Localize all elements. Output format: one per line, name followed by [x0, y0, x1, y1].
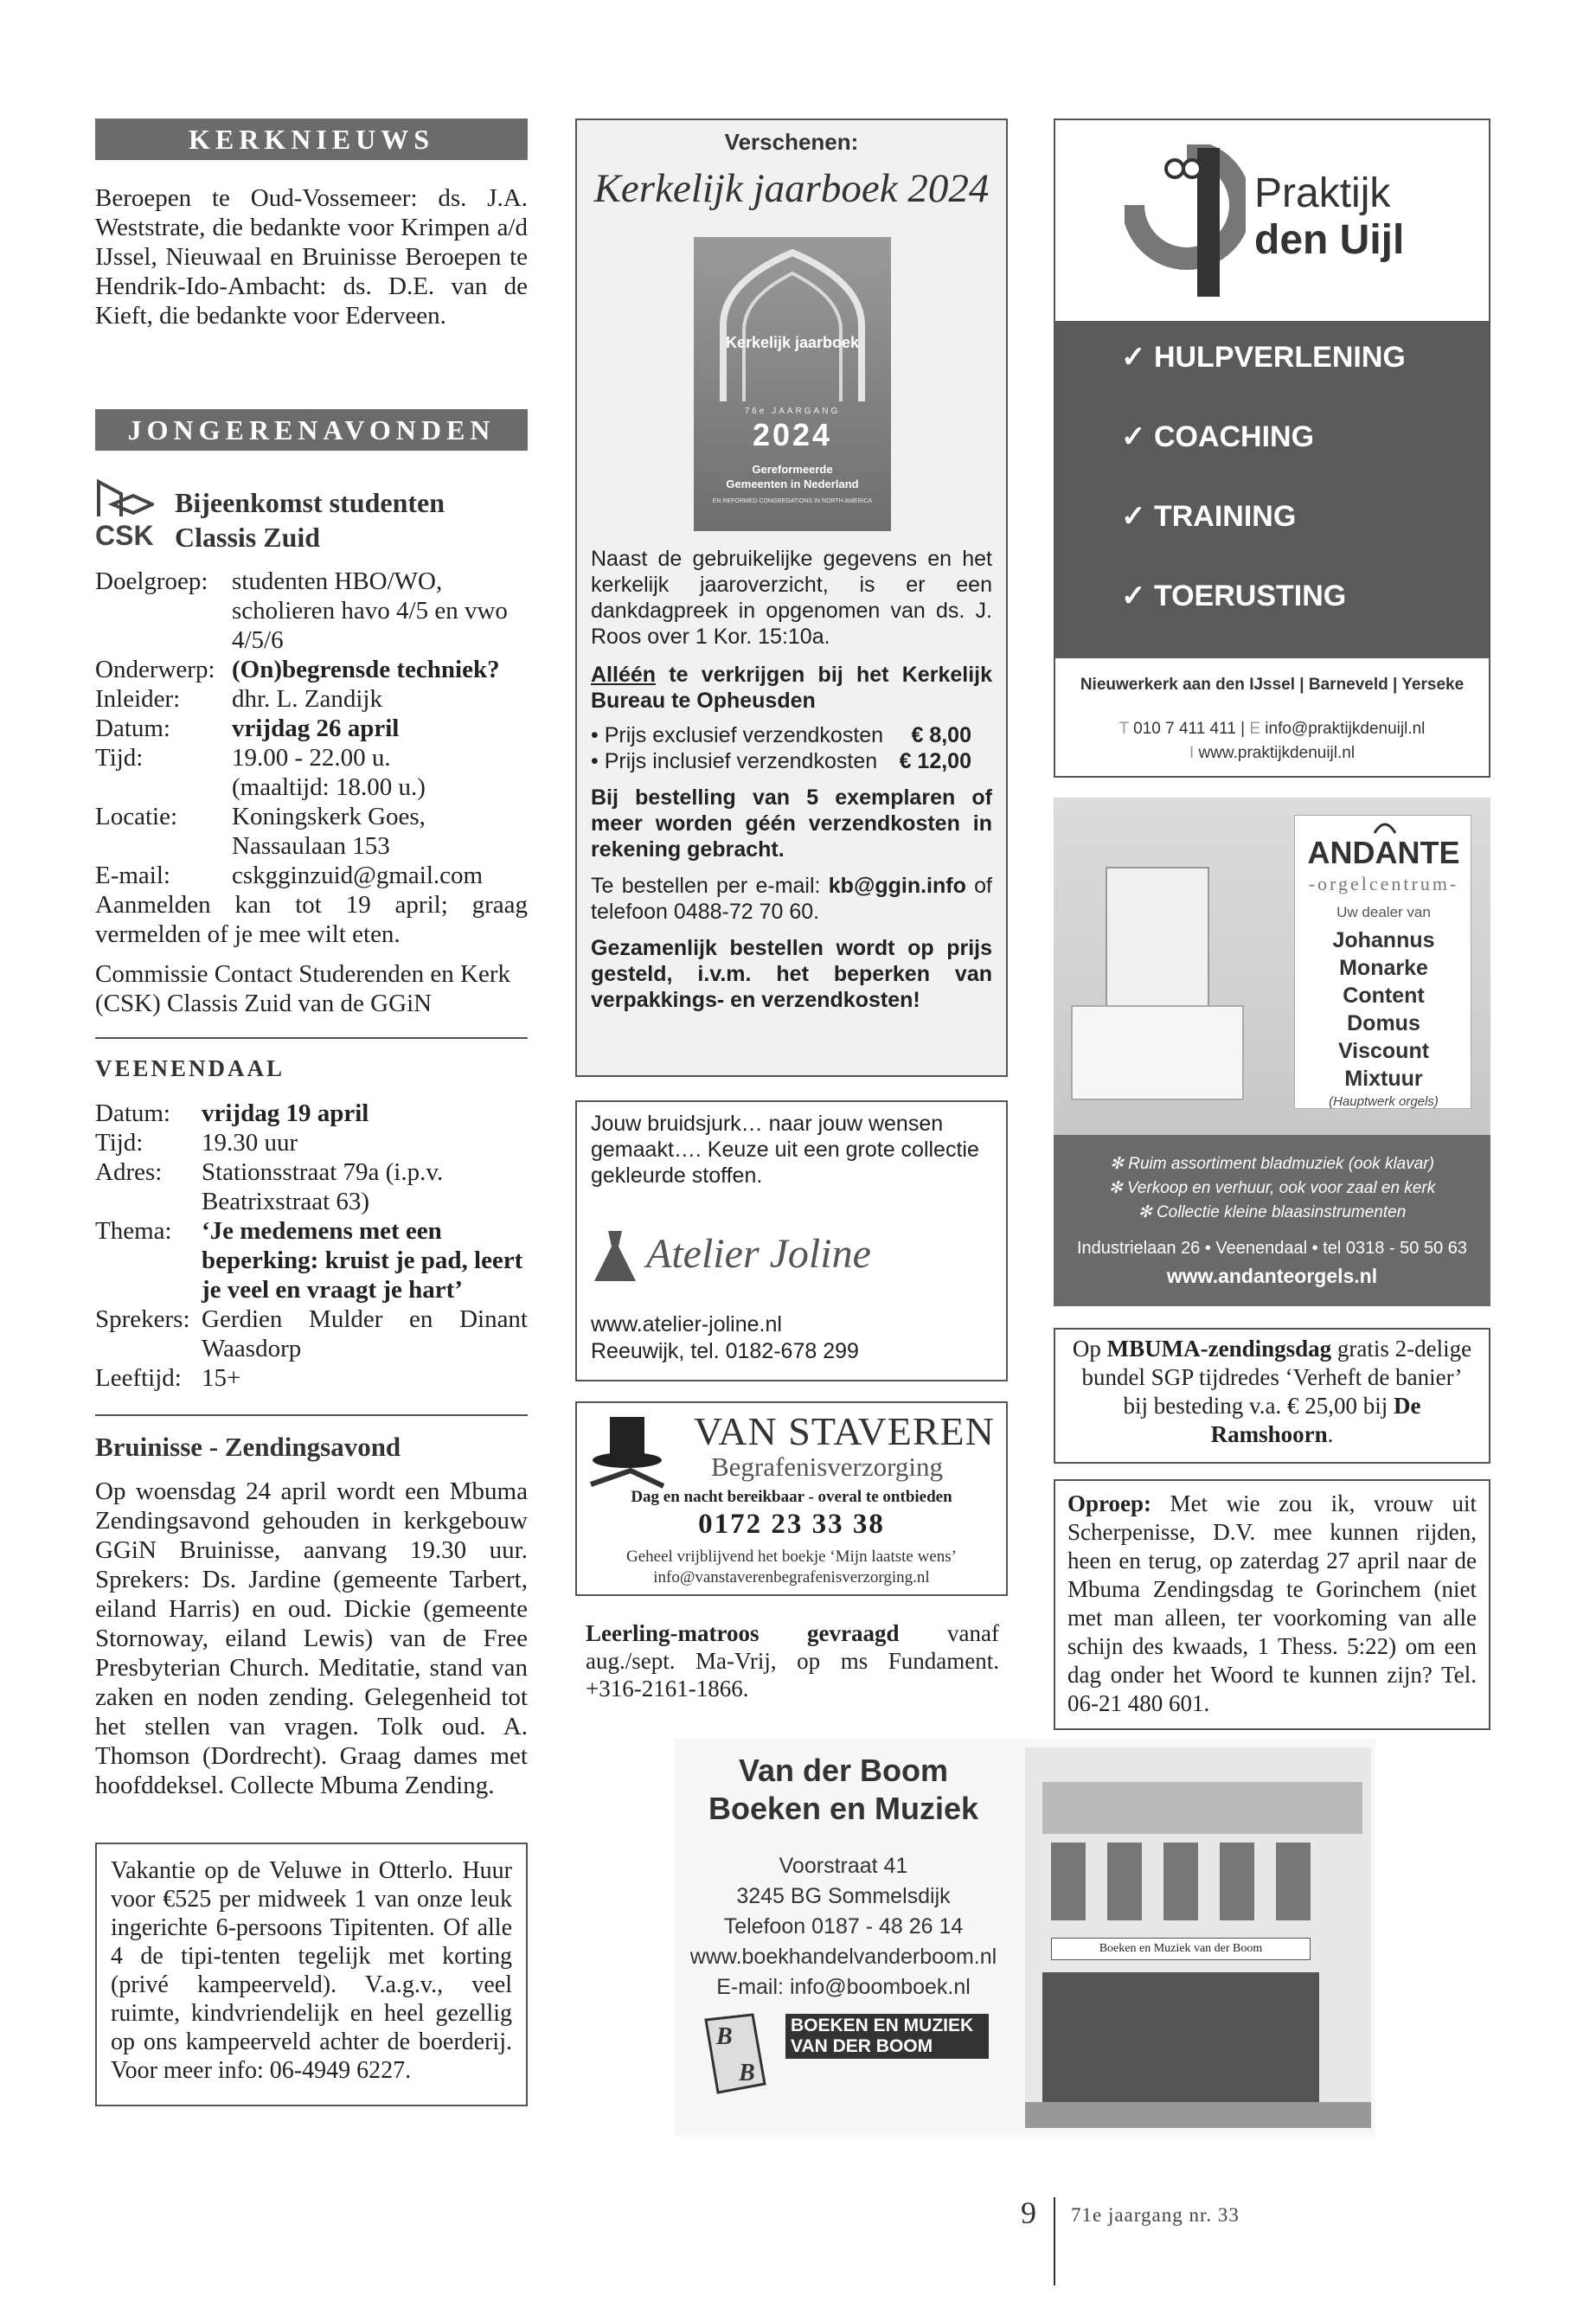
denuijl-web[interactable]: www.praktijkdenuijl.nl — [1198, 744, 1356, 762]
detail-value: vrijdag 19 april — [202, 1099, 369, 1127]
andante-sub: -orgelcentrum- — [1308, 873, 1459, 894]
jaarboek-text — [591, 546, 992, 1013]
boom-logo-line2: VAN DER BOOM — [791, 2036, 933, 2056]
csk-title-line1: Bijeenkomst studenten — [175, 487, 445, 518]
jaarboek-ad — [575, 119, 1008, 1077]
staveren-email[interactable]: info@vanstaverenbegrafenisverzorging.nl — [653, 1568, 930, 1586]
csk-title — [175, 485, 445, 554]
brand-item: Mixtuur — [1344, 1067, 1423, 1091]
joline-contact — [591, 1311, 859, 1365]
detail-key: Tijd: — [95, 1129, 144, 1157]
detail-key: Leeftijd: — [95, 1364, 182, 1392]
shop-street — [1025, 2102, 1371, 2128]
boom-ad — [675, 1739, 1375, 2137]
book-logo-icon — [701, 2011, 770, 2098]
owl-logo-icon — [1125, 144, 1246, 300]
detail-key: Thema: — [95, 1217, 172, 1245]
staveren-tagline: Dag en nacht bereikbaar - overal te ontbieden — [631, 1488, 952, 1506]
price-label: Prijs inclusief verzendkosten — [604, 749, 878, 773]
order-email[interactable]: kb@ggin.info — [828, 874, 966, 898]
footer-divider — [1054, 2197, 1055, 2285]
shop-window — [1276, 1843, 1311, 1920]
cover-year: 2024 — [752, 417, 833, 452]
service-item: ✓ TOERUSTING — [1121, 580, 1347, 612]
andante-bullets — [1054, 1152, 1490, 1225]
detail-key: Doelgroep: — [95, 567, 208, 595]
boom-logo-text — [785, 2014, 989, 2059]
detail-value: 19.00 - 22.00 u. (maaltijd: 18.00 u.) — [232, 744, 426, 801]
detail-value: dhr. L. Zandijk — [232, 685, 382, 713]
shop-window — [1220, 1843, 1254, 1920]
staveren-line1: Geheel vrijblijvend het boekje ‘Mijn laatste wens’ — [626, 1548, 957, 1566]
jaarboek-gratis: Bij bestelling van 5 exemplaren of meer worden géén verzendkosten in rekening gebracht. — [591, 785, 992, 862]
shop-window — [1163, 1843, 1198, 1920]
detail-value: cskgginzuid@gmail.com — [232, 862, 484, 889]
detail-row — [95, 714, 528, 743]
vakantie-ad — [95, 1843, 528, 2106]
divider — [95, 1414, 528, 1416]
cover-sub: Gereformeerde Gemeenten in Nederland — [726, 463, 859, 490]
kerknieuws-header: KERKNIEUWS — [95, 119, 528, 160]
mbuma-bold: MBUMA-zendingsdag — [1106, 1336, 1332, 1362]
joline-website[interactable]: www.atelier-joline.nl — [591, 1312, 782, 1336]
andante-brands — [1295, 926, 1472, 1093]
denuijl-services — [1055, 321, 1489, 658]
oproep-ad — [1054, 1479, 1490, 1730]
detail-value: 15+ — [202, 1364, 241, 1392]
denuijl-locations: Nieuwerkerk aan den IJssel | Barneveld | Yerseke — [1080, 676, 1465, 694]
csk-logo — [95, 478, 154, 551]
boom-phone: Telefoon 0187 - 48 26 14 — [723, 1914, 964, 1939]
service-item: ✓ COACHING — [1121, 420, 1315, 453]
detail-value: (On)begrensde techniek? — [232, 656, 500, 683]
csk-details — [95, 567, 528, 1018]
detail-key: Datum: — [95, 715, 170, 742]
denuijl-email[interactable]: info@praktijkdenuijl.nl — [1265, 720, 1426, 738]
boom-title — [675, 1752, 1012, 1828]
web-label: I — [1189, 744, 1195, 762]
boom-contact — [675, 1851, 1012, 2003]
mbuma-ad — [1054, 1328, 1490, 1464]
service-item: ✓ TRAINING — [1121, 500, 1297, 533]
andante-bullet: ✻ Ruim assortiment bladmuziek (ook klavar) — [1110, 1155, 1434, 1173]
jaarboek-gezamenlijk: Gezamenlijk bestellen wordt op prijs gesteld, i.v.m. het beperken van verpakkings- en verzendkosten! — [591, 936, 992, 1012]
veenendaal-details — [95, 1099, 528, 1393]
denuijl-name — [1254, 170, 1404, 264]
detail-value: vrijdag 26 april — [232, 715, 400, 742]
cover-title: Kerkelijk jaarboek — [725, 334, 860, 351]
detail-key: Datum: — [95, 1099, 170, 1127]
matroos-text: vanaf aug./sept. Ma-Vrij, op ms Fundament. +316-2161-1866. — [586, 1620, 999, 1702]
jaarboek-intro: Naast de gebruikelijke gegevens en het kerkelijk jaaroverzicht, is er een dankdagpreek in opgenomen van ds. J. Roos over 1 Kor. 15:10a. — [591, 547, 992, 649]
csk-logo-text: CSK — [95, 520, 154, 551]
price-value: € 8,00 — [911, 723, 971, 747]
denuijl-ad — [1054, 119, 1490, 778]
boom-web[interactable]: www.boekhandelvanderboom.nl — [689, 1945, 997, 1969]
bruinisse-text: Op woensdag 24 april wordt een Mbuma Zendingsavond gehouden in kerkgebouw GGiN Bruinisse, aanvang 19.30 uur. Sprekers: Ds. Jardine (gemeente Tarbert, eiland Harris) en oud. Dickie (gemeente Stornoway, eiland Lewis) van de Free Presbyterian Church. Meditatie, stand van zaken en noden zending. Gelegenheid tot het stellen van vragen. Tolk oud. A. Thomson (Dordrecht). Graag dames met hoofddeksel. Collecte Mbuma Zending. — [95, 1477, 528, 1799]
shop-front — [1042, 1972, 1319, 2102]
detail-value: Gerdien Mulder en Dinant Waasdorp — [202, 1305, 528, 1362]
svg-text:B: B — [716, 2023, 733, 2050]
oproep-text: Oproep: Met wie zou ik, vrouw uit Scherpenisse, D.V. mee kunnen rijden, heen en terug, op zaterdag 27 april naar de Mbuma Zendingsdag te Gorinchem (niet met man alleen, ter voorkoming van alle schijn des kwaads, 1 Thess. 5:22) om een dag onder het Woord te kunnen zijn? Tel. 06-21 480 601. — [1067, 1490, 1477, 1716]
brand-item: Johannus — [1332, 928, 1435, 952]
alleen-word: Alléén — [591, 663, 657, 687]
staveren-info — [577, 1547, 1006, 1588]
andante-dealer: Uw dealer van — [1336, 904, 1431, 920]
detail-key: Onderwerp: — [95, 656, 215, 683]
service-label: COACHING — [1153, 420, 1315, 453]
vakantie-text: Vakantie op de Veluwe in Otterlo. Huur voor €525 per midweek 1 van onze leuk ingerichte 6-persoons Tipitenten. Of alle 4 de tipi-tenten tegelijk met korting (privé kampeerveld). V.a.g.v., veel ruimte, kindvriendelijk en heel gezellig op ons kampeerveld achter de boerderij. Voor meer info: 06-4949 6227. — [111, 1857, 512, 2084]
price-value: € 12,00 — [899, 749, 971, 773]
andante-ad — [1054, 798, 1490, 1306]
aanmelden-text: Aanmelden kan tot 19 april; graag vermelden of je mee wilt eten. — [95, 891, 528, 948]
top-hat-icon — [587, 1413, 667, 1491]
detail-value: 19.30 uur — [202, 1129, 298, 1157]
detail-value: studenten HBO/WO, scholieren havo 4/5 en vwo 4/5/6 — [232, 567, 508, 654]
price-label: Prijs exclusief verzendkosten — [604, 723, 884, 747]
issue-label: 71e jaargang nr. 33 — [1071, 2204, 1240, 2226]
order-suffix: of telefoon 0488-72 70 60. — [591, 874, 993, 924]
cover-sub2: EN REFORMED CONGREGATIONS IN NORTH AMERICA — [712, 498, 873, 504]
detail-value: Koningskerk Goes, Nassaulaan 153 — [232, 803, 426, 860]
boom-email[interactable]: info@boomboek.nl — [789, 1975, 971, 1999]
andante-address: Industrielaan 26 • Veenendaal • tel 0318 - 50 50 63 — [1076, 1239, 1467, 1258]
detail-row — [95, 567, 528, 655]
joline-address: Reeuwijk, tel. 0182-678 299 — [591, 1339, 859, 1363]
arch-icon — [718, 247, 867, 403]
denuijl-name1: Praktijk — [1254, 170, 1391, 216]
veenendaal-title: VEENENDAAL — [95, 1055, 285, 1081]
alleen-rest: te verkrijgen bij het Kerkelijk Bureau te Opheusden — [591, 663, 992, 713]
staveren-subtitle: Begrafenisverzorging — [711, 1452, 943, 1482]
detail-row — [95, 1304, 528, 1363]
joline-logo: Atelier Joline — [646, 1231, 871, 1277]
jaarboek-order — [591, 873, 992, 925]
detail-key: Inleider: — [95, 685, 181, 713]
commissie-text: Commissie Contact Studerenden en Kerk (CSK) Classis Zuid van de GGiN — [95, 960, 511, 1017]
joline-ad — [575, 1100, 1008, 1381]
detail-row — [95, 1128, 528, 1157]
divider — [95, 1037, 528, 1039]
matroos-bold: Leerling-matroos gevraagd — [586, 1620, 900, 1646]
staveren-title: VAN STAVEREN — [694, 1409, 995, 1453]
brand-item: Domus — [1347, 1011, 1420, 1035]
brand-item: Monarke — [1339, 956, 1428, 980]
detail-row — [95, 1216, 528, 1304]
boom-title2: Boeken en Muziek — [708, 1791, 979, 1826]
andante-note: (Hauptwerk orgels) — [1329, 1094, 1439, 1109]
boom-logo-line1: BOEKEN EN MUZIEK — [791, 2016, 974, 2035]
oproep-bold: Oproep: — [1067, 1490, 1152, 1516]
detail-row — [95, 655, 528, 684]
detail-key: Sprekers: — [95, 1305, 190, 1333]
brand-item: Viscount — [1337, 1039, 1430, 1063]
brand-item: Content — [1343, 984, 1425, 1008]
csk-logo-icon — [95, 478, 154, 518]
detail-row — [95, 1363, 528, 1393]
jongerenavonden-header: JONGERENAVONDEN — [95, 409, 528, 451]
jaarboek-header: Verschenen: — [724, 129, 859, 155]
price-row: • Prijs exclusief verzendkosten € 8,00 — [591, 723, 971, 747]
boom-addr1: Voorstraat 41 — [779, 1854, 908, 1878]
boom-email-label: E-mail: — [716, 1975, 784, 1999]
andante-card — [1294, 815, 1471, 1109]
email-label: E — [1249, 720, 1261, 738]
jaarboek-alleen — [591, 662, 992, 714]
jaarboek-cover — [694, 237, 891, 531]
matroos-ad — [586, 1619, 999, 1702]
detail-row — [95, 861, 528, 890]
joline-text: Jouw bruidsjurk… naar jouw wensen gemaakt…. Keuze uit een grote collectie gekleurde stoffen. — [591, 1112, 979, 1188]
denuijl-phone[interactable]: 010 7 411 411 — [1133, 720, 1236, 738]
andante-bullet: ✻ Verkoop en verhuur, ook voor zaal en kerk — [1108, 1179, 1436, 1197]
detail-key: Locatie: — [95, 803, 178, 830]
andante-name: ANDANTE — [1307, 835, 1460, 870]
bruinisse-title: Bruinisse - Zendingsavond — [95, 1432, 401, 1462]
detail-row — [95, 743, 528, 802]
detail-row — [95, 684, 528, 714]
order-prefix: Te bestellen per e-mail: — [591, 874, 829, 898]
price-row: • Prijs inclusief verzendkosten € 12,00 — [591, 749, 971, 773]
shop-photo — [1025, 1747, 1371, 2128]
shop-roof — [1042, 1782, 1362, 1834]
staveren-ad — [575, 1401, 1008, 1596]
detail-value: Stationsstraat 79a (i.p.v. Beatrixstraat 63) — [202, 1158, 444, 1215]
denuijl-contact: T 010 7 411 411 | E info@praktijkdenuijl.nl I www.praktijkdenuijl.nl — [1118, 720, 1426, 762]
jaarboek-title: Kerkelijk jaarboek 2024 — [593, 166, 990, 211]
andante-logo-icon — [1373, 821, 1397, 835]
phone-label: T — [1118, 720, 1129, 738]
andante-website[interactable]: www.andanteorgels.nl — [1166, 1265, 1378, 1287]
page-number: 9 — [1021, 2195, 1036, 2230]
service-label: HULPVERLENING — [1153, 341, 1406, 374]
shop-sign: Boeken en Muziek van der Boom — [1051, 1938, 1311, 1960]
detail-key: Adres: — [95, 1158, 163, 1186]
detail-value: ‘Je medemens met een beperking: kruist je pad, leert je veel en vraagt je hart’ — [202, 1217, 523, 1304]
csk-title-line2: Classis Zuid — [175, 522, 321, 553]
detail-key: E-mail: — [95, 862, 170, 889]
detail-row — [95, 1099, 528, 1128]
organ-bench — [1071, 1005, 1244, 1100]
kerknieuws-text: Beroepen te Oud-Vossemeer: ds. J.A. Weststrate, die bedankte voor Krimpen a/d IJssel, Nieuwaal en Bruinisse Beroepen te Hendrik-Ido-Ambacht: ds. D.E. van de Kieft, die bedankte voor Ederveen. — [95, 184, 528, 330]
service-item: ✓ HULPVERLENING — [1121, 341, 1406, 374]
detail-row — [95, 802, 528, 861]
staveren-phone[interactable]: 0172 23 33 38 — [698, 1509, 885, 1540]
boom-addr2: 3245 BG Sommelsdijk — [736, 1884, 951, 1908]
andante-bullet: ✻ Collectie kleine blaasinstrumenten — [1138, 1203, 1407, 1221]
boom-title1: Van der Boom — [738, 1753, 949, 1788]
detail-key: Tijd: — [95, 744, 144, 772]
ramshoorn: De Ramshoorn — [1210, 1393, 1421, 1447]
shop-window — [1107, 1843, 1142, 1920]
cover-jaargang: 76e JAARGANG — [744, 407, 841, 416]
detail-row — [95, 1157, 528, 1216]
denuijl-name2: den Uijl — [1254, 217, 1405, 263]
mbuma-text: Op MBUMA-zendingsdag gratis 2-delige bundel SGP tijdredes ‘Verheft de banier’ bij besteding v.a. € 25,00 bij De Ramshoorn. — [1072, 1336, 1472, 1447]
shop-window — [1051, 1843, 1086, 1920]
svg-text:B: B — [739, 2060, 755, 2086]
service-label: TOERUSTING — [1153, 580, 1347, 612]
dress-icon — [589, 1227, 641, 1285]
service-label: TRAINING — [1153, 500, 1297, 533]
